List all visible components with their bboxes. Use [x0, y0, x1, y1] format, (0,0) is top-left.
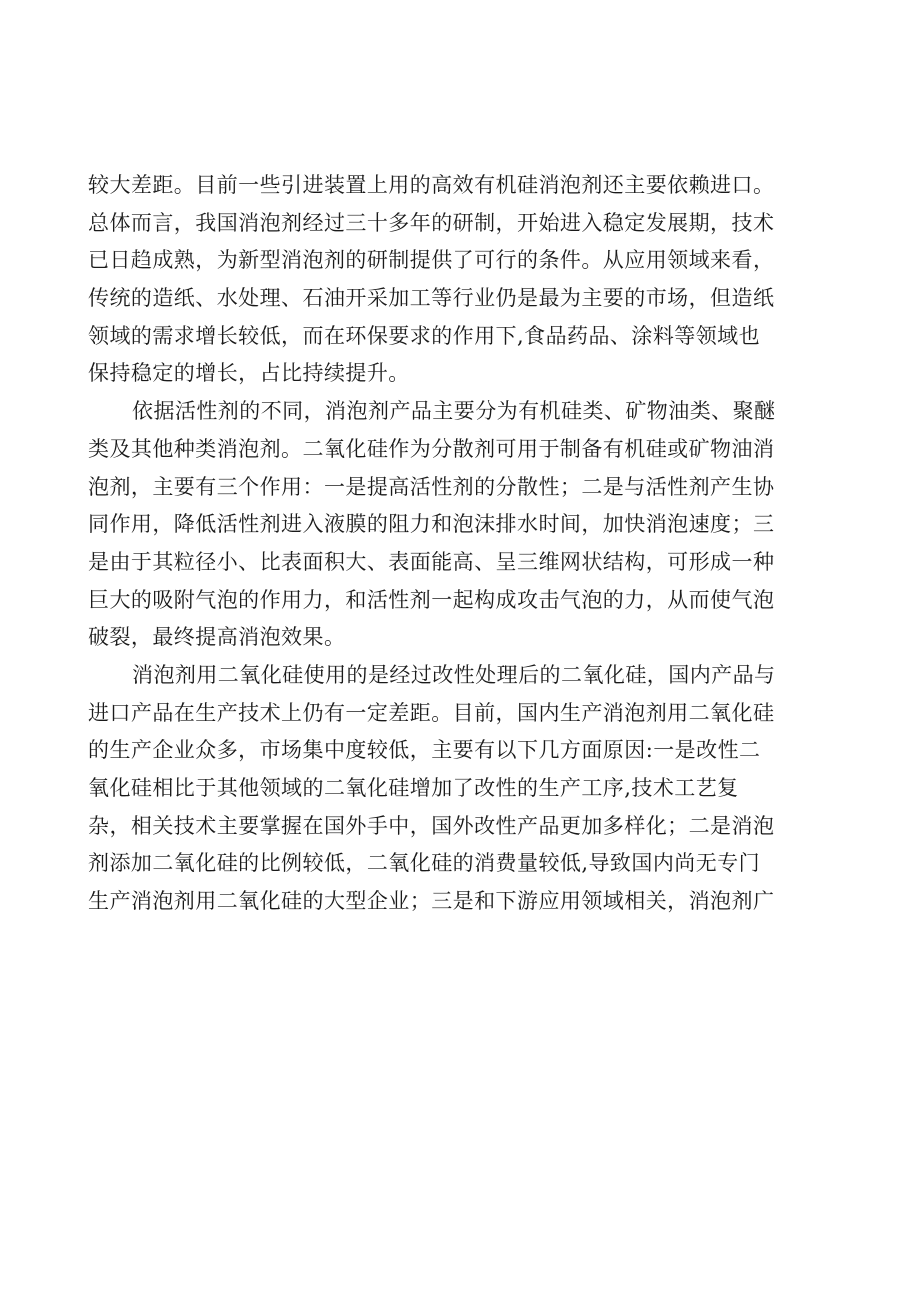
- text-line: 领域的需求增长较低，而在环保要求的作用下,食品药品、涂料等领域也: [88, 323, 761, 348]
- paragraph-2: [88, 393, 832, 657]
- paragraph-3: [88, 657, 832, 921]
- text-line: 依据活性剂的不同，消泡剂产品主要分为有机硅类、矿物油类、聚醚: [132, 399, 776, 424]
- text-line: 的生产企业众多，市场集中度较低，主要有以下几方面原因:一是改性二: [88, 738, 761, 763]
- text-line: 传统的造纸、水处理、石油开采加工等行业仍是最为主要的市场，但造纸: [88, 286, 775, 311]
- text-line: 同作用，降低活性剂进入液膜的阻力和泡沫排水时间，加快消泡速度；三: [88, 512, 775, 537]
- body-text: [88, 167, 832, 921]
- text-line: 杂，相关技术主要掌握在国外手中，国外改性产品更加多样化；二是消泡: [88, 813, 775, 838]
- text-line: 已日趋成熟，为新型消泡剂的研制提供了可行的条件。从应用领域来看，: [88, 248, 775, 273]
- text-line: 氧化硅相比于其他领域的二氧化硅增加了改性的生产工序,技术工艺复: [88, 776, 739, 800]
- text-line: 较大差距。目前一些引进装置上用的高效有机硅消泡剂还主要依赖进口。: [88, 173, 775, 197]
- text-line: 保持稳定的增长，占比持续提升。: [88, 361, 410, 386]
- text-line: 剂添加二氧化硅的比例较低，二氧化硅的消费量较低,导致国内尚无专门: [88, 851, 761, 876]
- text-line: 是由于其粒径小、比表面积大、表面能高、呈三维网状结构，可形成一种: [88, 549, 775, 574]
- text-line: 进口产品在生产技术上仍有一定差距。目前，国内生产消泡剂用二氧化硅: [88, 700, 775, 725]
- text-line: 巨大的吸附气泡的作用力，和活性剂一起构成攻击气泡的力，从而使气泡: [88, 587, 775, 612]
- text-line: 生产消泡剂用二氧化硅的大型企业；三是和下游应用领域相关，消泡剂广: [88, 889, 775, 914]
- text-line: 破裂，最终提高消泡效果。: [88, 625, 346, 650]
- text-line: 消泡剂用二氧化硅使用的是经过改性处理后的二氧化硅，国内产品与: [132, 662, 776, 687]
- text-line: 总体而言，我国消泡剂经过三十多年的研制，开始进入稳定发展期，技术: [88, 210, 775, 235]
- paragraph-1: [88, 167, 832, 393]
- text-line: 类及其他种类消泡剂。二氧化硅作为分散剂可用于制备有机硅或矿物油消: [88, 436, 775, 461]
- text-line: 泡剂，主要有三个作用：一是提高活性剂的分散性；二是与活性剂产生协: [88, 474, 775, 499]
